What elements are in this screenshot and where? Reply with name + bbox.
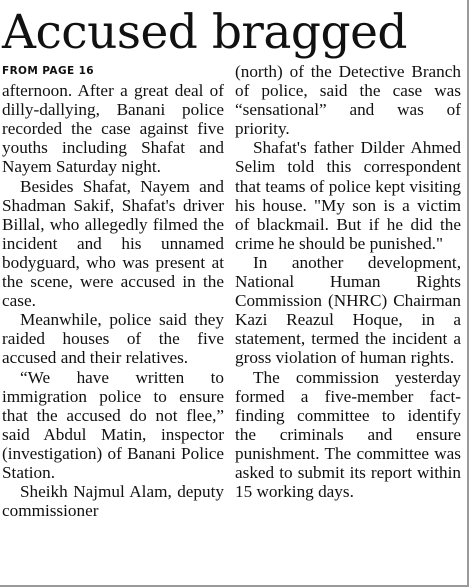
paragraph: In another development, National Human Rights Commission (NHRC) Chairman Kazi Reazul Hoque, in a statement, termed the incident a gross violation of human rights.: [235, 252, 461, 368]
paragraph: afternoon. After a great deal of dilly-dallying, Banani police recorded the case against five youths including Shafat and Nayem Saturday night.: [2, 81, 224, 177]
right-column: [235, 62, 461, 501]
paragraph: The commission yesterday formed a five-member fact-finding committee to identify the criminals and ensure punishment. The committee was asked to submit its report within 15 working days.: [235, 367, 461, 502]
paragraph: Sheikh Najmul Alam, deputy commissioner: [2, 482, 224, 521]
jump-label: FROM PAGE 16: [2, 65, 95, 77]
left-column: [2, 62, 224, 520]
paragraph: “We have written to immigration police to ensure that the accused do not flee,” said Abdul Matin, inspector (investigation) of Banani Police Station.: [2, 367, 224, 482]
paragraph: Shafat's father Dilder Ahmed Selim told this correspondent that teams of police kept visiting his house. "My son is a victim of blackmail. But if he did the crime he should be punished.": [235, 138, 461, 253]
paragraph: Besides Shafat, Nayem and Shadman Sakif, Shafat's driver Billal, who allegedly filmed the incident and his unnamed bodyguard, who was present at the scene, were accused in the case.: [2, 176, 224, 311]
paragraph: (north) of the Detective Branch of police, said the case was “sensational” and was of priority.: [235, 62, 461, 139]
headline: Accused bragged: [2, 5, 407, 60]
paragraph: Meanwhile, police said they raided houses of the five accused and their relatives.: [2, 310, 224, 368]
